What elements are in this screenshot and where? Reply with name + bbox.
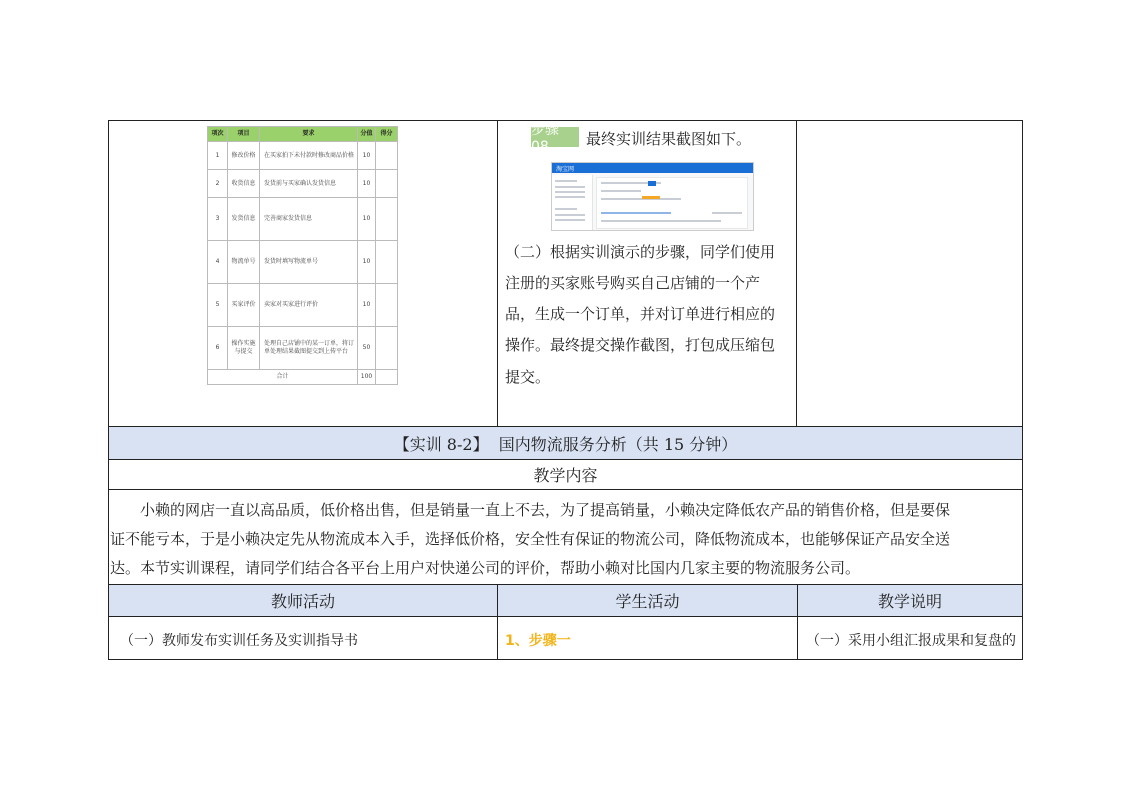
rubric-cell: 卖家对买家进行评价 — [260, 284, 358, 327]
rubric-row — [208, 142, 398, 170]
rubric-row — [208, 241, 398, 284]
content-line: 证不能亏本，于是小赖决定先从物流成本入手，选择低价格，安全性有保证的物流公司，降低物流成本，也能够保证产品安全送 — [110, 530, 951, 548]
rubric-table — [207, 126, 398, 385]
rubric-cell: 处理自己店铺中的某一订单，将订单处理结果截图提交到上传平台 — [260, 327, 358, 370]
student-para-line: 注册的买家账号购买自己店铺的一个产 — [505, 274, 761, 292]
teaching-note: （一）采用小组汇报成果和复盘的 — [806, 633, 1016, 649]
content-line: 达。本节实训课程，请同学们结合各平台上用户对快递公司的评价，帮助小赖对比国内几家主要的物流服务公司。 — [110, 559, 861, 577]
table-border-left — [108, 120, 109, 660]
rubric-cell: 3 — [208, 198, 228, 241]
rubric-cell: 50 — [358, 327, 376, 370]
rubric-row — [208, 170, 398, 198]
screenshot-logo: 淘宝网 — [556, 166, 575, 173]
rubric-cell: 物流单号 — [228, 241, 260, 284]
student-step-heading: 1、步骤一 — [505, 633, 571, 649]
rubric-cell: 10 — [358, 170, 376, 198]
rubric-cell: 5 — [208, 284, 228, 327]
content-line: 小赖的网店一直以高品质，低价格出售，但是销量一直上不去，为了提高销量，小赖决定降低农产品的销售价格，但是要保 — [110, 501, 951, 519]
rubric-cell: 发货前与买家确认发货信息 — [260, 170, 358, 198]
rubric-cell: 在买家拍下未付款时修改商品价格 — [260, 142, 358, 170]
rubric-cell: 修改价格 — [228, 142, 260, 170]
rubric-cell: 6 — [208, 327, 228, 370]
student-para-line: 提交。 — [505, 368, 551, 386]
rubric-total-row — [208, 370, 398, 385]
rubric-cell: 发货信息 — [228, 198, 260, 241]
rubric-row — [208, 327, 398, 370]
col-header-note: 教学说明 — [877, 592, 942, 611]
rubric-cell — [376, 241, 398, 284]
rubric-cell: 2 — [208, 170, 228, 198]
rubric-cell: 买家评价 — [228, 284, 260, 327]
rubric-cell: 收货信息 — [228, 170, 260, 198]
row-divider — [108, 489, 1023, 490]
rubric-cell: 发货时填写物流单号 — [260, 241, 358, 284]
rubric-total-label: 合计 — [208, 370, 358, 385]
step-text: 最终实训结果截图如下。 — [586, 130, 752, 148]
col-divider — [796, 120, 797, 427]
rubric-total-score: 100 — [358, 370, 376, 385]
rubric-row — [208, 284, 398, 327]
rubric-header: 分值 — [358, 127, 376, 142]
teacher-activity: （一）教师发布实训任务及实训指导书 — [120, 633, 358, 649]
rubric-cell — [376, 170, 398, 198]
row-divider — [108, 616, 1023, 617]
rubric-row — [208, 198, 398, 241]
rubric-cell: 10 — [358, 284, 376, 327]
screenshot-topbar — [552, 163, 753, 173]
rubric-header: 项目 — [228, 127, 260, 142]
rubric-cell: 10 — [358, 142, 376, 170]
student-para-line: （二）根据实训演示的步骤，同学们使用 — [505, 243, 776, 261]
table-border-bottom — [108, 659, 1023, 660]
content-paragraph — [110, 496, 1022, 583]
table-border-right — [1022, 120, 1023, 660]
content-header: 教学内容 — [533, 466, 598, 485]
rubric-cell: 操作实施与提交 — [228, 327, 260, 370]
rubric-cell — [376, 370, 398, 385]
rubric-cell — [376, 142, 398, 170]
screenshot-rating — [642, 196, 660, 199]
col-header-student: 学生活动 — [615, 592, 680, 611]
section-title: 【实训 8-2】 国内物流服务分析（共 15 分钟） — [393, 434, 738, 454]
screenshot-sidebar — [552, 175, 593, 230]
rubric-cell — [376, 327, 398, 370]
rubric-cell: 4 — [208, 241, 228, 284]
rubric-cell — [376, 284, 398, 327]
rubric-cell — [376, 198, 398, 241]
rubric-header: 项次 — [208, 127, 228, 142]
rubric-cell: 1 — [208, 142, 228, 170]
rubric-cell: 10 — [358, 198, 376, 241]
screenshot-button — [648, 181, 656, 186]
result-screenshot — [551, 162, 754, 231]
student-para-line: 操作。最终提交操作截图，打包成压缩包 — [505, 336, 776, 354]
rubric-cell: 10 — [358, 241, 376, 284]
rubric-header: 得分 — [376, 127, 398, 142]
student-para-line: 品，生成一个订单，并对订单进行相应的 — [505, 305, 776, 323]
step-badge: 步骤 08 — [531, 127, 579, 147]
col-divider — [497, 120, 498, 427]
col-header-teacher: 教师活动 — [270, 592, 335, 611]
rubric-cell: 完善商家发货信息 — [260, 198, 358, 241]
screenshot-main — [596, 177, 748, 229]
rubric-header: 要求 — [260, 127, 358, 142]
